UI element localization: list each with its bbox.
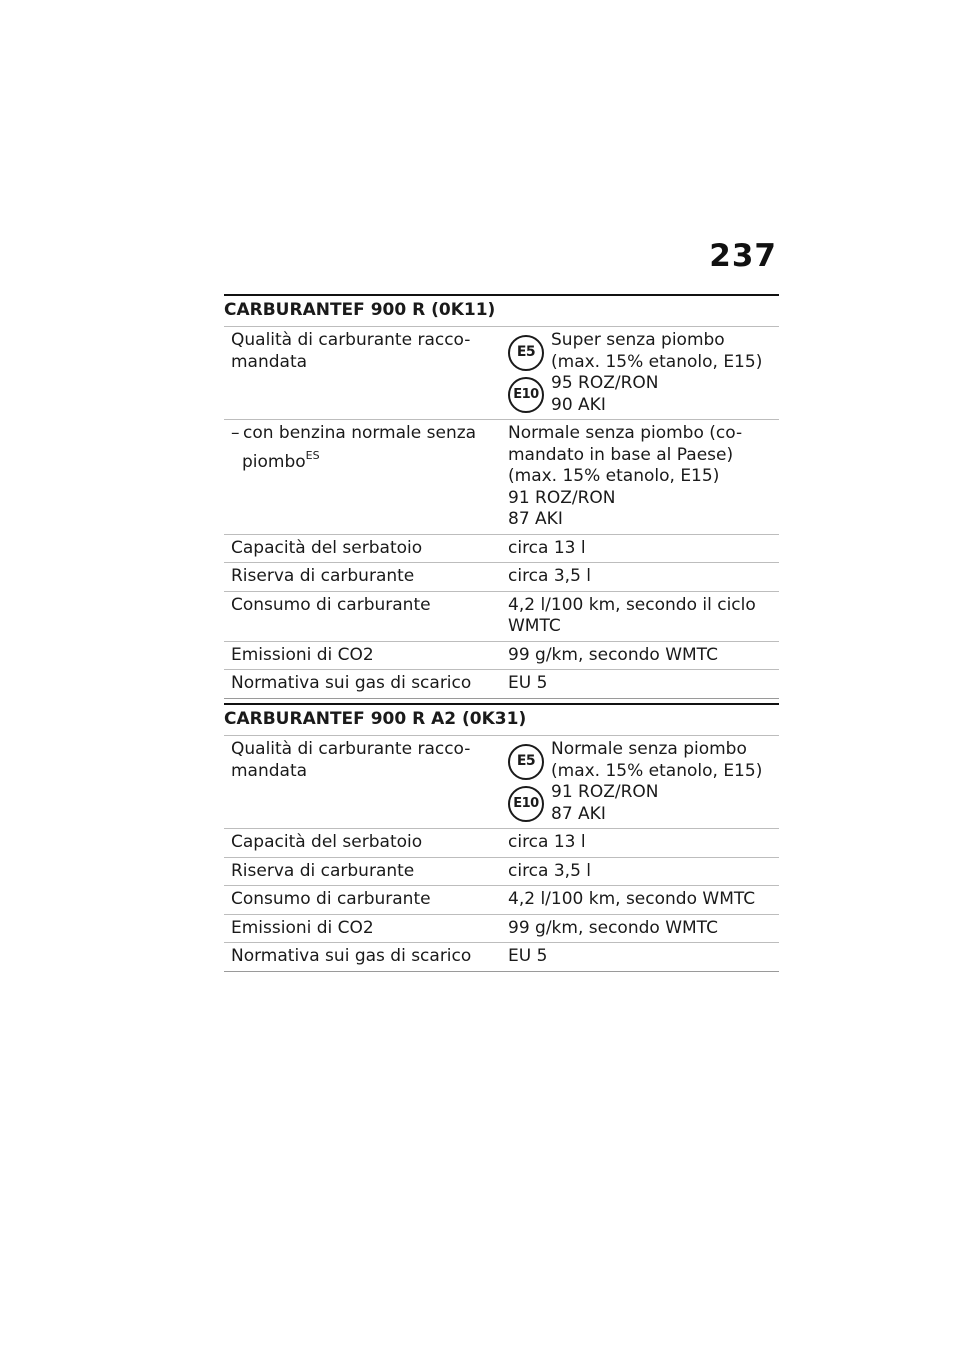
fuel-icons (508, 736, 551, 828)
section-title: CARBURANTEF 900 R A2 (0K31) (224, 703, 779, 735)
row-label: Capacità del serbatoio (231, 537, 423, 558)
row-label: Emissioni di CO2 (231, 917, 374, 938)
row-label: Qualità di carburante racco- mandata (231, 739, 471, 781)
spec-table (224, 735, 779, 972)
e10-fuel-icon: E10 (508, 786, 544, 822)
row-value: 99 g/km, secondo WMTC (508, 644, 718, 665)
row-label: Normativa sui gas di scarico (231, 673, 472, 693)
table-row (224, 562, 779, 591)
table-row (224, 326, 779, 419)
table-row (224, 828, 779, 857)
row-label: Qualità di carburante racco- mandata (231, 330, 471, 372)
page-number: 237 (709, 238, 777, 274)
row-label: Consumo di carburante (231, 889, 431, 909)
table-row (224, 534, 779, 563)
footnote-marker: ES (305, 448, 320, 462)
row-label: Riserva di carburante (231, 566, 415, 586)
row-label: – con benzina normale senza piombo$^{ES}$ (231, 423, 477, 472)
e5-fuel-icon: E5 (508, 744, 544, 780)
row-value: circa 3,5 l (508, 860, 592, 881)
row-value: E5 E10 Normale senza piombo (max. 15% etanolo, E15) 91 ROZ/RON 87 AKI (494, 736, 762, 828)
spec-table (224, 326, 779, 699)
row-label: Normativa sui gas di scarico (231, 946, 472, 966)
table-row (224, 419, 779, 534)
table-row (224, 735, 779, 828)
row-value: circa 3,5 l (508, 566, 592, 586)
row-label: Emissioni di CO2 (231, 644, 374, 665)
row-value: EU 5 (508, 673, 548, 693)
table-row (224, 641, 779, 670)
fuel-section-0k11 (224, 294, 779, 699)
table-row (224, 885, 779, 914)
row-value: 4,2 l/100 km, secondo il ciclo WMTC (508, 594, 756, 636)
row-label: Capacità del serbatoio (231, 832, 423, 852)
fuel-section-0k31 (224, 703, 779, 972)
row-value: 4,2 l/100 km, secondo WMTC (508, 889, 756, 909)
table-row (224, 669, 779, 699)
row-value: circa 13 l (508, 832, 586, 852)
row-label: Riserva di carburante (231, 860, 415, 881)
e10-fuel-icon: E10 (508, 377, 544, 413)
e5-fuel-icon: E5 (508, 335, 544, 371)
table-row (224, 914, 779, 943)
row-value: EU 5 (508, 946, 548, 966)
table-row (224, 591, 779, 641)
row-value: circa 13 l (508, 537, 586, 558)
table-row (224, 942, 779, 972)
row-value: 99 g/km, secondo WMTC (508, 917, 718, 938)
row-label: Consumo di carburante (231, 594, 431, 615)
row-value: E5 E10 Super senza piombo (max. 15% etanolo, E15) 95 ROZ/RON 90 AKI (494, 327, 762, 419)
row-value: Normale senza piombo (co- mandato in base al Paese) (max. 15% etanolo, E15) 91 ROZ/RON 87 AKI (508, 423, 743, 529)
fuel-icons (508, 327, 551, 419)
section-title: CARBURANTEF 900 R (0K11) (224, 294, 779, 326)
table-row (224, 857, 779, 886)
